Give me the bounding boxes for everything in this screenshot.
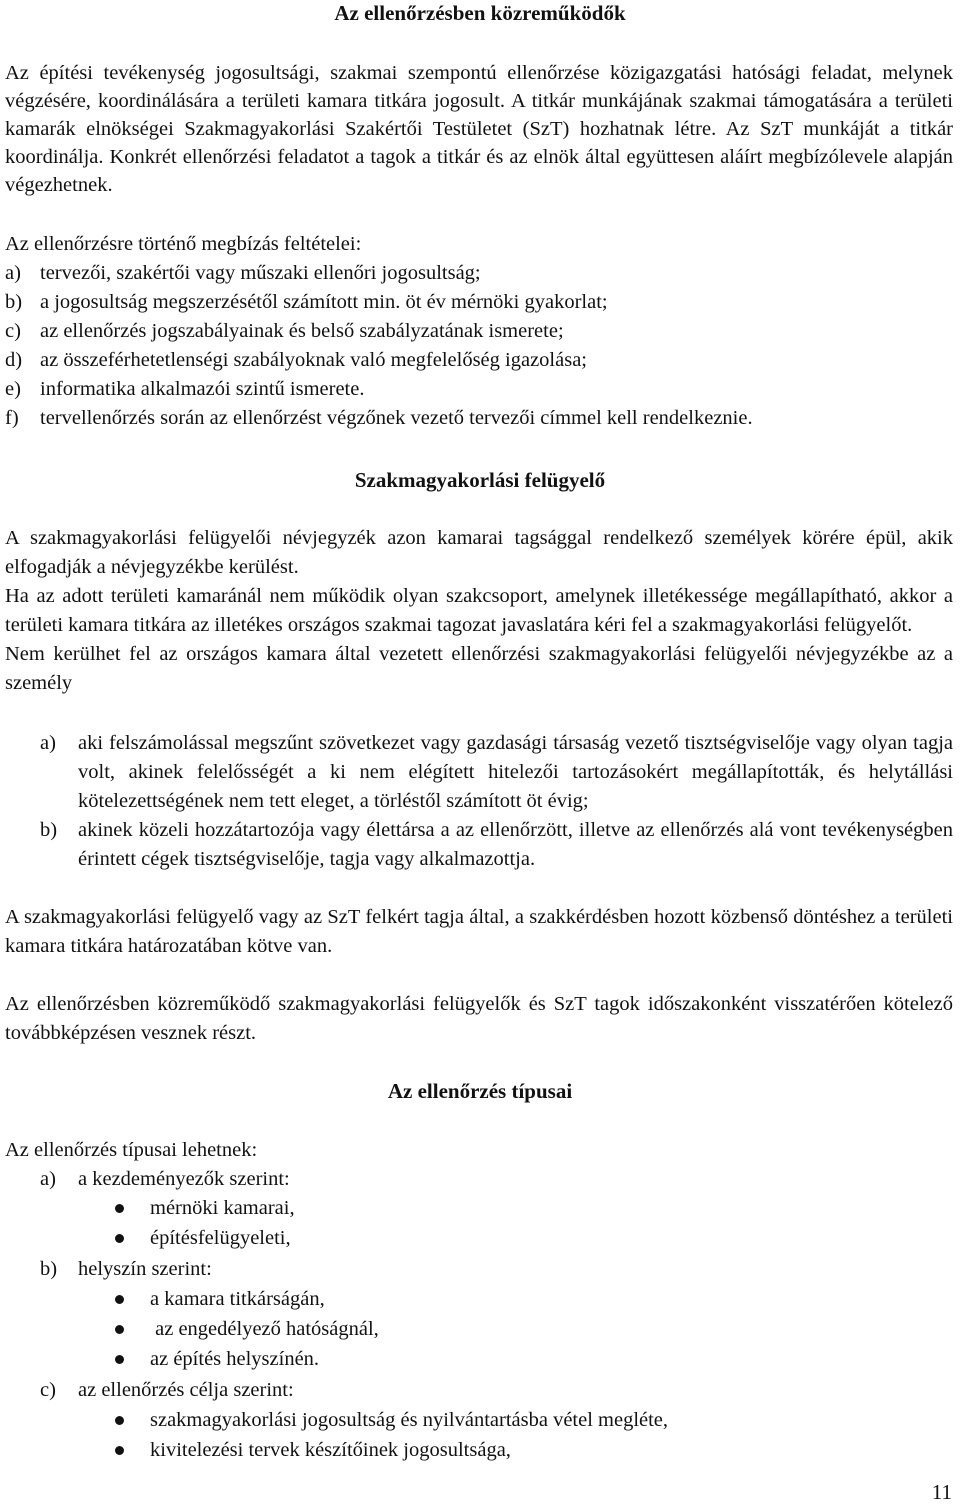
list-item: b) a jogosultság megszerzésétől számított min. öt év mérnöki gyakorlat; bbox=[5, 291, 608, 313]
list-item: a) aki felszámolással megszűnt szövetkezet vagy gazdasági társaság vezető tisztségviselője vagy olyan tagja volt, akinek felelősségét a ki nem elégített hitelezői tartozásokért megállapították, és helytállási kötelezettségének nem tett eleget, a törléstől számított öt évig; bbox=[40, 732, 953, 812]
bullet-icon bbox=[112, 1435, 150, 1465]
list-item: a kamara titkárságán, bbox=[112, 1284, 950, 1314]
list-item: b) akinek közeli hozzátartozója vagy élettársa a az ellenőrzött, illetve az ellenőrzés alá vont tevékenységben érintett cégek tisztségviselője, tagja vagy alkalmazottja. bbox=[40, 819, 953, 870]
paragraph: A szakmagyakorlási felügyelői névjegyzék azon kamarai tagsággal rendelkező személyek körére épül, akik elfogadják a névjegyzékbe kerülést. bbox=[5, 527, 953, 578]
heading-types: Az ellenőrzés típusai bbox=[387, 1079, 573, 1103]
conditions-intro: Az ellenőrzésre történő megbízás feltételei: bbox=[5, 233, 362, 255]
bullet-icon bbox=[112, 1344, 150, 1374]
paragraph: A szakmagyakorlási felügyelő vagy az SzT felkért tagja által, a szakkérdésben hozott közbenső döntéshez a területi kamara titkára határozatában kötve van. bbox=[5, 906, 953, 957]
page-number: 11 bbox=[931, 1480, 952, 1504]
list-item: d) az összeférhetetlenségi szabályoknak való megfelelőség igazolása; bbox=[5, 349, 587, 371]
intro-paragraph: Az építési tevékenység jogosultsági, szakmai szempontú ellenőrzése közigazgatási hatósági feladat, melynek végzésére, koordinálására a területi kamara titkára jogosult. A titkár munkájának szakmai támogatására a területi kamarák elnökségei Szakmagyakorlási Szakértői Testületet (SzT) hozhatnak létre. Az SzT munkáját a titkár koordinálja. Konkrét ellenőrzési feladatot a tagok a titkár és az elnök által együttesen aláírt megbízólevele alapján végezhetnek. bbox=[5, 62, 953, 196]
types-group-c bbox=[40, 1376, 953, 1405]
heading-supervisor: Szakmagyakorlási felügyelő bbox=[354, 468, 606, 492]
bullet-icon bbox=[112, 1193, 150, 1223]
paragraph: Nem kerülhet fel az országos kamara által vezetett ellenőrzési szakmagyakorlási felügyelői névjegyzékbe az a személy bbox=[5, 643, 953, 694]
section-contributors bbox=[5, 59, 953, 199]
section-supervisor bbox=[5, 524, 953, 698]
bullet-icon bbox=[112, 1284, 150, 1314]
section-supervisor-cont bbox=[5, 903, 953, 961]
list-item: szakmagyakorlási jogosultság és nyilvántartásba vétel megléte, bbox=[112, 1405, 950, 1435]
exclusions-list bbox=[40, 729, 953, 874]
bullet-list-b bbox=[112, 1284, 950, 1374]
heading-contributors: Az ellenőrzésben közreműködők bbox=[334, 1, 626, 25]
list-item: c) az ellenőrzés jogszabályainak és belső szabályzatának ismerete; bbox=[5, 320, 564, 342]
list-item: mérnöki kamarai, bbox=[112, 1193, 950, 1223]
group-heading: b) helyszín szerint: bbox=[40, 1258, 212, 1280]
list-item: építésfelügyeleti, bbox=[112, 1223, 950, 1253]
types-group-a bbox=[40, 1165, 953, 1194]
conditions-list bbox=[5, 230, 953, 433]
paragraph: Az ellenőrzésben közreműködő szakmagyakorlási felügyelők és SzT tagok időszakonként visszatérően kötelező továbbképzésen vesznek részt. bbox=[5, 993, 953, 1044]
list-item: az engedélyező hatóságnál, bbox=[112, 1314, 950, 1344]
list-item: a) tervezői, szakértői vagy műszaki ellenőri jogosultság; bbox=[5, 262, 481, 284]
paragraph: Ha az adott területi kamaránál nem működik olyan szakcsoport, amelynek illetékessége megállapítható, akkor a területi kamara titkára az illetékes országos szakmai tagozat javaslatára kéri fel a szakmagyakorlási felügyelőt. bbox=[5, 585, 953, 636]
bullet-icon bbox=[112, 1314, 150, 1344]
types-intro: Az ellenőrzés típusai lehetnek: bbox=[5, 1139, 258, 1161]
bullet-list-c bbox=[112, 1405, 950, 1465]
group-heading: c) az ellenőrzés célja szerint: bbox=[40, 1379, 294, 1401]
bullet-icon bbox=[112, 1405, 150, 1435]
section-supervisor-training bbox=[5, 990, 953, 1048]
types-group-b bbox=[40, 1255, 953, 1284]
group-heading: a) a kezdeményezők szerint: bbox=[40, 1168, 290, 1190]
list-item: f) tervellenőrzés során az ellenőrzést végzőnek vezető tervezői címmel kell rendelkeznie. bbox=[5, 407, 753, 429]
bullet-icon bbox=[112, 1223, 150, 1253]
list-item: kivitelezési tervek készítőinek jogosultsága, bbox=[112, 1435, 950, 1465]
list-item: e) informatika alkalmazói szintű ismerete. bbox=[5, 378, 365, 400]
list-item: az építés helyszínén. bbox=[112, 1344, 950, 1374]
bullet-list-a bbox=[112, 1193, 950, 1253]
